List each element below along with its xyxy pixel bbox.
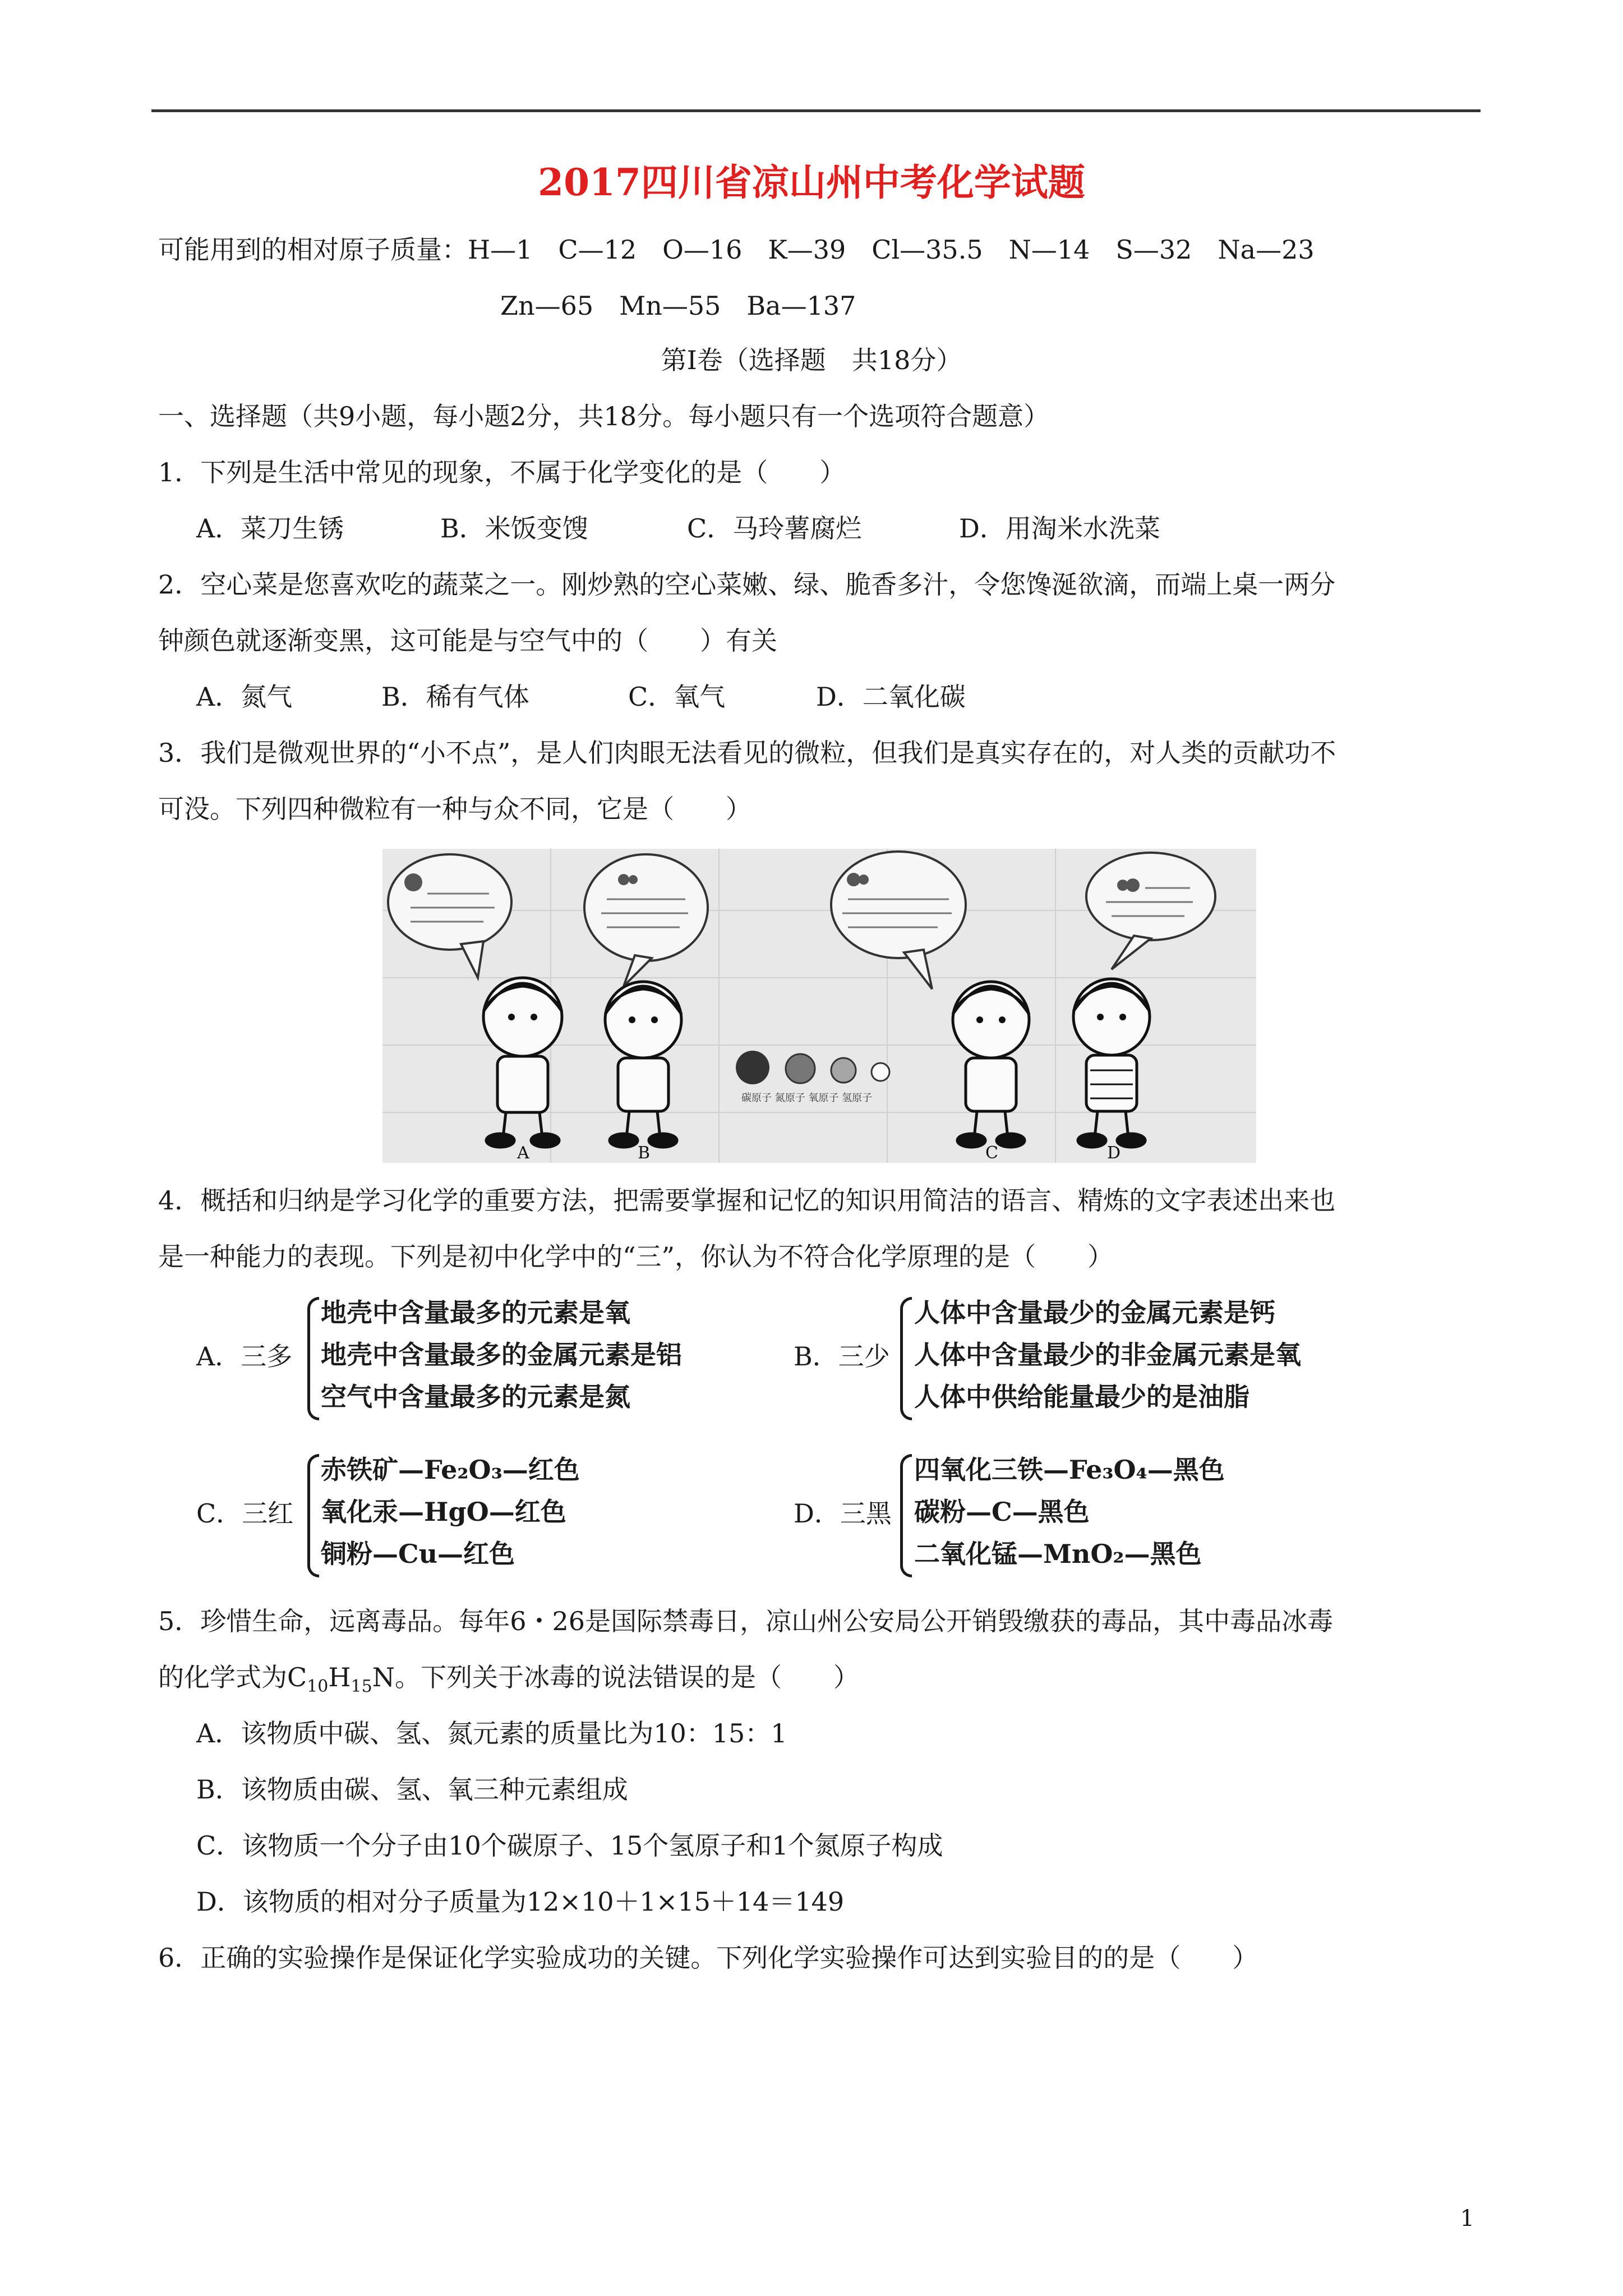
- q4-option-d-item-1: 四氧化三铁—Fe₃O₄—黑色: [914, 1455, 1225, 1485]
- q5-formula-h-subscript: 15: [351, 1677, 372, 1696]
- q5-formula-c-subscript: 10: [307, 1677, 329, 1696]
- q4-option-c-label: C．三红: [196, 1498, 294, 1529]
- q3-cartoon-figure: [382, 849, 1256, 1163]
- atomic-masses-line1: 可能用到的相对原子质量：H—1 C—12 O—16 K—39 Cl—35.5 N—14 S—32 Na—23: [158, 234, 1315, 265]
- q2-option-a: A．氮气: [196, 682, 293, 712]
- q4-option-c-brace: [307, 1454, 319, 1577]
- atomic-masses-line2: Zn—65 Mn—55 Ba—137: [500, 291, 856, 321]
- q1-option-d: D．用淘米水洗菜: [959, 513, 1160, 544]
- q4-option-b-label: B．三少: [794, 1341, 890, 1372]
- q4-option-c-item-1: 赤铁矿—Fe₂O₃—红色: [321, 1455, 580, 1485]
- q4-option-a-item-1: 地壳中含量最多的元素是氧: [321, 1297, 630, 1328]
- q5-stem-line1: 5．珍惜生命，远离毒品。每年6・26是国际禁毒日，凉山州公安局公开销毁缴获的毒品，其中毒品冰毒: [158, 1606, 1334, 1636]
- q1-stem: 1．下列是生活中常见的现象，不属于化学变化的是（ ）: [158, 457, 846, 487]
- q5-formula-suffix: N。下列关于冰毒的说法错误的是（ ）: [372, 1662, 859, 1692]
- q4-stem-line2: 是一种能力的表现。下列是初中化学中的“三”，你认为不符合化学原理的是（ ）: [158, 1241, 1114, 1272]
- q4-option-b-brace: [900, 1297, 912, 1420]
- q6-stem: 6．正确的实验操作是保证化学实验成功的关键。下列化学实验操作可达到实验目的的是（ ）: [158, 1943, 1258, 1973]
- q2-option-c: C．氧气: [628, 682, 726, 712]
- q4-option-a-item-2: 地壳中含量最多的金属元素是铝: [321, 1340, 682, 1370]
- q5-option-a: A．该物质中碳、氢、氮元素的质量比为10：15：1: [196, 1718, 787, 1749]
- q4-stem-line1: 4．概括和归纳是学习化学的重要方法，把需要掌握和记忆的知识用简洁的语言、精炼的文字表述出来也: [158, 1185, 1336, 1216]
- figure-label-c: C: [985, 1143, 998, 1163]
- section-heading: 第Ⅰ卷（选择题 共18分）: [661, 345, 962, 375]
- q5-option-b: B．该物质由碳、氢、氧三种元素组成: [196, 1774, 628, 1805]
- figure-label-d: D: [1107, 1143, 1121, 1163]
- q1-option-a: A．菜刀生锈: [196, 513, 344, 544]
- q1-option-b: B．米饭变馊: [440, 513, 588, 544]
- q2-stem-line2: 钟颜色就逐渐变黑，这可能是与空气中的（ ）有关: [158, 625, 777, 656]
- q2-option-d: D．二氧化碳: [816, 682, 966, 712]
- q5-option-d: D．该物质的相对分子质量为12×10＋1×15＋14＝149: [196, 1887, 845, 1917]
- figure-label-b: B: [638, 1143, 651, 1163]
- q4-option-c-item-3: 铜粉—Cu—红色: [321, 1539, 515, 1569]
- q4-option-a-brace: [307, 1297, 319, 1420]
- page-title: 2017四川省凉山州中考化学试题: [538, 160, 1085, 204]
- q1-option-c: C．马玲薯腐烂: [687, 513, 862, 544]
- q5-formula-h: H: [328, 1662, 351, 1692]
- q2-stem-line1: 2．空心菜是您喜欢吃的蔬菜之一。刚炒熟的空心菜嫩、绿、脆香多汁，令您馋涎欲滴，而端上桌一两分: [158, 569, 1336, 600]
- q4-option-b-item-3: 人体中供给能量最少的是油脂: [914, 1382, 1249, 1412]
- q4-option-d-item-3: 二氧化锰—MnO₂—黑色: [914, 1539, 1202, 1569]
- q5-stem-line2: [158, 1660, 859, 1704]
- figure-label-a: A: [517, 1143, 529, 1163]
- q4-option-c-item-2: 氧化汞—HgO—红色: [321, 1497, 566, 1527]
- page-number: 1: [1460, 2206, 1474, 2231]
- part-heading: 一、选择题（共9小题，每小题2分，共18分。每小题只有一个选项符合题意）: [158, 401, 1050, 431]
- q4-option-b-item-1: 人体中含量最少的金属元素是钙: [914, 1297, 1275, 1328]
- q4-option-a-label: A．三多: [196, 1341, 293, 1372]
- q4-option-d-item-2: 碳粉—C—黑色: [914, 1497, 1090, 1527]
- header-rule: [151, 109, 1481, 112]
- atom-caption: 碳原子 氮原子 氧原子 氢原子: [741, 1092, 873, 1104]
- q3-stem-line2: 可没。下列四种微粒有一种与众不同，它是（ ）: [158, 794, 751, 824]
- q4-option-d-label: D．三黑: [794, 1498, 892, 1529]
- q3-stem-line1: 3．我们是微观世界的“小不点”，是人们肉眼无法看见的微粒，但我们是真实存在的，对人类的贡献功不: [158, 738, 1336, 768]
- q4-option-b-item-2: 人体中含量最少的非金属元素是氧: [914, 1340, 1301, 1370]
- q4-option-a-item-3: 空气中含量最多的元素是氮: [321, 1382, 630, 1412]
- q5-formula-prefix: 的化学式为C: [158, 1662, 307, 1692]
- q5-option-c: C．该物质一个分子由10个碳原子、15个氢原子和1个氮原子构成: [196, 1830, 943, 1861]
- cartoon-illustration: [382, 849, 1256, 1163]
- q4-option-d-brace: [900, 1454, 912, 1577]
- q2-option-b: B．稀有气体: [381, 682, 529, 712]
